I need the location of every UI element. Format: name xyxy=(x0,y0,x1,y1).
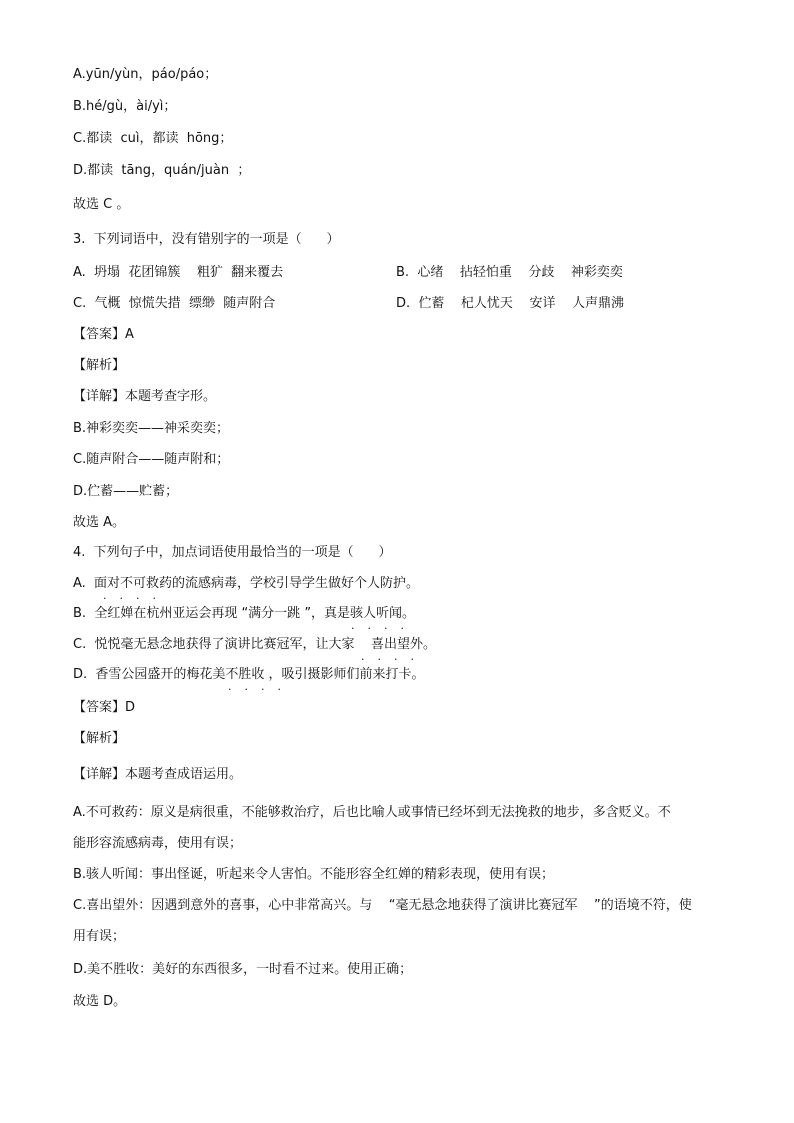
q3-choice: 故选 A。 xyxy=(73,515,126,530)
option-d-pinyin: D.都读 tāng，quán/juàn ； xyxy=(73,163,251,178)
q4-explain-c-line2: 用有误； xyxy=(73,929,126,944)
option-b-pinyin: B.hé/gù，ài/yì； xyxy=(73,99,177,114)
q4-choice: 故选 D。 xyxy=(73,994,127,1009)
q4-explain-c-line1: C.喜出望外：因遇到意外的喜事，心中非常高兴。与 “毫无悬念地获得了演讲比赛冠军 ”的语境不符，使 xyxy=(73,898,692,913)
q4-option-d: D. 香雪公园盛开的梅花美不胜收 ，吸引摄影师们前来打卡。 xyxy=(73,667,425,682)
answer-choice-q2: 故选 C 。 xyxy=(73,197,130,212)
q3-explain-b: B.神彩奕奕——神采奕奕； xyxy=(73,421,230,436)
q4-answer: 【答案】D xyxy=(73,700,136,715)
q4-analysis-heading: 【解析】 xyxy=(73,731,126,746)
q4-explain-a-line2: 能形容流感病毒，使用有误； xyxy=(73,836,243,851)
q4-explain-d: D.美不胜收：美好的东西很多，一时看不过来。使用正确； xyxy=(73,962,413,977)
q3-option-c: C. 气概 惊慌失措 缥缈 随声附合 xyxy=(73,296,276,311)
question-4: 4. 下列句子中，加点词语使用最恰当的一项是（ ） xyxy=(73,545,392,560)
q3-explain-c: C.随声附合——随声附和； xyxy=(73,452,230,467)
emphasis-dots-d: . . . . xyxy=(228,680,283,693)
q4-option-a: A. 面对不可救药的流感病毒，学校引导学生做好个人防护。 xyxy=(73,576,420,591)
q4-explain-b: B.骇人听闻：事出怪诞，听起来令人害怕。不能形容全红婵的精彩表现，使用有误； xyxy=(73,867,555,882)
question-3: 3. 下列词语中，没有错别字的一项是（ ） xyxy=(73,232,340,247)
q3-explain-d: D.伫蓄——贮蓄； xyxy=(73,484,179,499)
q3-analysis-heading: 【解析】 xyxy=(73,358,126,373)
option-c-pinyin: C.都读 cuì，都读 hōng； xyxy=(73,131,233,146)
q4-option-b: B. 全红婵在杭州亚运会再现 “满分一跳 ”，真是骇人听闻。 xyxy=(73,606,416,621)
q3-answer: 【答案】A xyxy=(73,327,134,342)
q3-option-a: A. 坍塌 花团锦簇 粗犷 翻来覆去 xyxy=(73,265,284,280)
emphasis-dots-a: . . . . xyxy=(103,589,158,602)
q4-explain-a-line1: A.不可救药：原义是病很重，不能够救治疗，后也比喻人或事情已经坏到无法挽救的地步，多含贬义。不 xyxy=(73,805,671,820)
q3-option-d: D. 伫蓄 杞人忧天 安详 人声鼎沸 xyxy=(396,296,624,311)
emphasis-dots-b: . . . . xyxy=(351,619,406,632)
q4-detail: 【详解】本题考查成语运用。 xyxy=(73,767,243,782)
q4-option-c: C. 悦悦毫无悬念地获得了演讲比赛冠军，让大家 喜出望外。 xyxy=(73,637,437,652)
emphasis-dots-c: . . . . xyxy=(361,650,416,663)
option-a-pinyin: A.yūn/yùn，páo/páo； xyxy=(73,67,218,82)
q3-option-b: B. 心绪 拈轻怕重 分歧 神彩奕奕 xyxy=(396,265,623,280)
q3-detail: 【详解】本题考查字形。 xyxy=(73,389,217,404)
